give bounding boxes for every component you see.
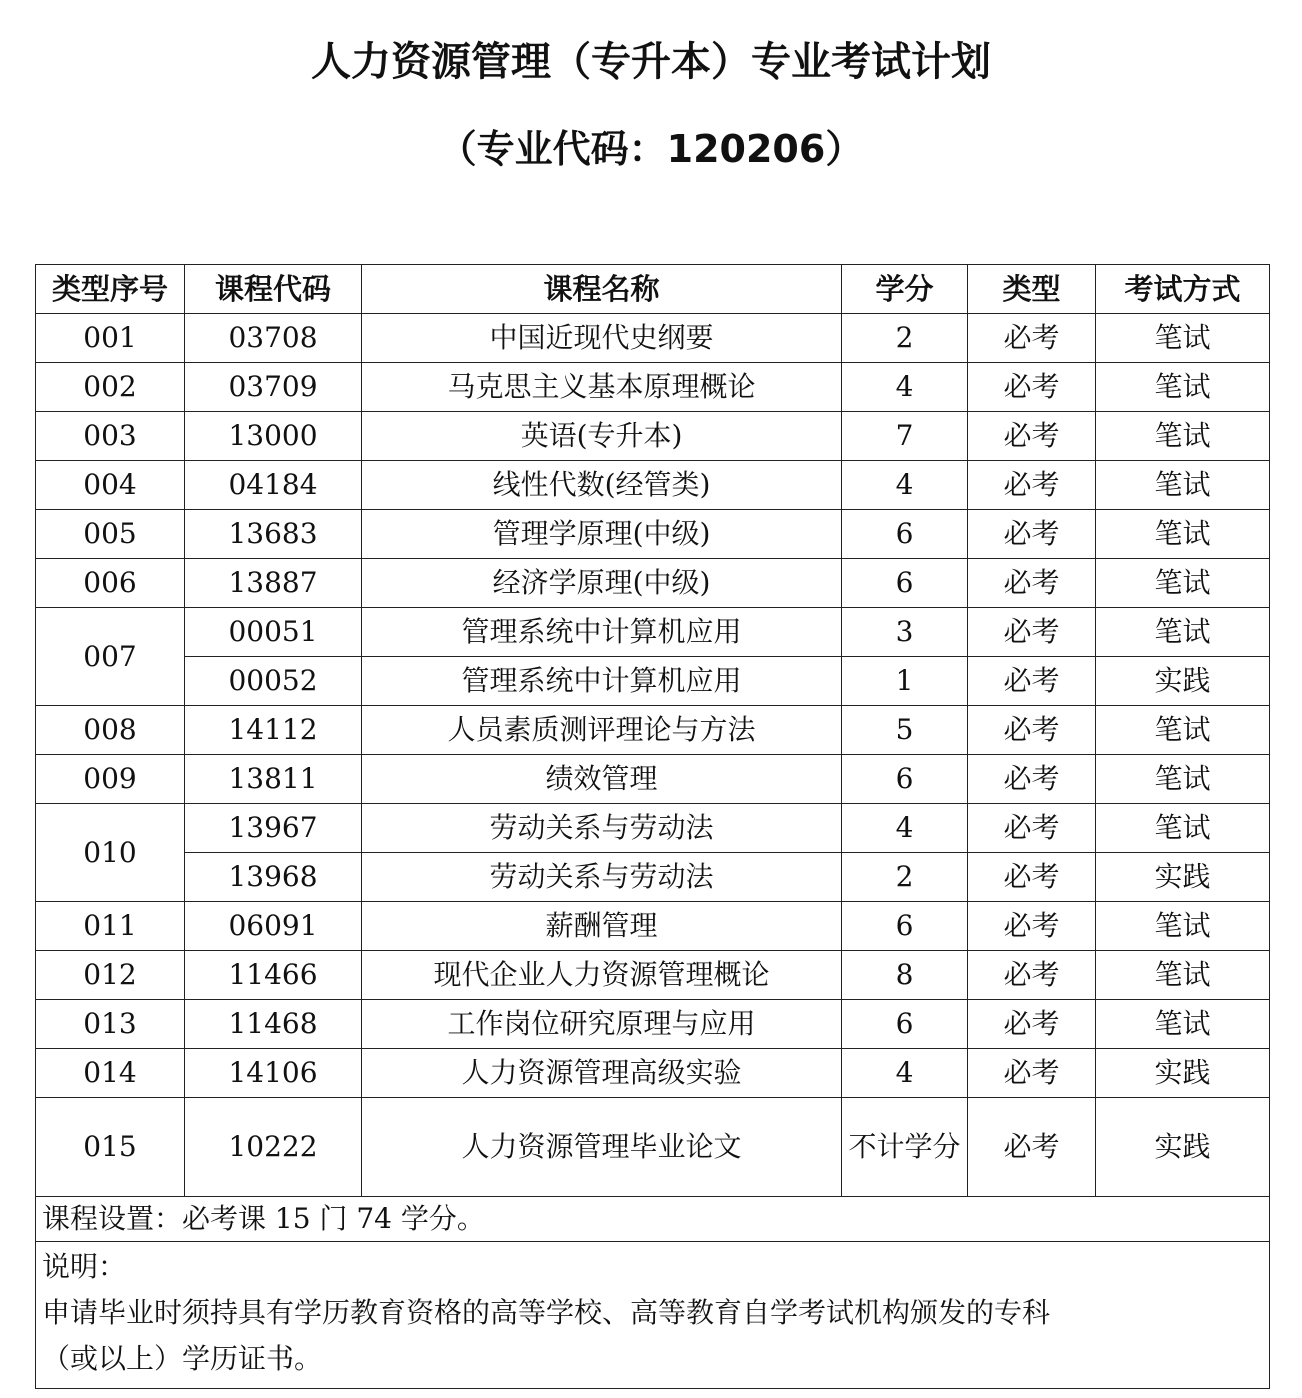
cell-name: 现代企业人力资源管理概论: [362, 951, 842, 1000]
cell-credit: 2: [842, 314, 968, 363]
cell-type: 必考: [968, 1098, 1096, 1197]
header-exam: 考试方式: [1096, 265, 1270, 314]
cell-exam: 笔试: [1096, 1000, 1270, 1049]
cell-name: 管理系统中计算机应用: [362, 608, 842, 657]
cell-code: 00051: [185, 608, 362, 657]
cell-seq: 008: [36, 706, 185, 755]
cell-type: 必考: [968, 1000, 1096, 1049]
cell-type: 必考: [968, 902, 1096, 951]
cell-name: 劳动关系与劳动法: [362, 853, 842, 902]
cell-credit: 6: [842, 510, 968, 559]
cell-exam: 笔试: [1096, 363, 1270, 412]
cell-seq: 003: [36, 412, 185, 461]
header-type: 类型: [968, 265, 1096, 314]
cell-type: 必考: [968, 755, 1096, 804]
cell-seq: 013: [36, 1000, 185, 1049]
cell-exam: 笔试: [1096, 510, 1270, 559]
table-row: [36, 363, 1270, 412]
header-name: 课程名称: [362, 265, 842, 314]
table-row: [36, 853, 1270, 902]
cell-credit: 1: [842, 657, 968, 706]
cell-type: 必考: [968, 461, 1096, 510]
table-row: [36, 657, 1270, 706]
table-row: [36, 902, 1270, 951]
table-header-row: [36, 265, 1270, 314]
cell-name: 英语(专升本): [362, 412, 842, 461]
cell-exam: 实践: [1096, 853, 1270, 902]
cell-seq: 011: [36, 902, 185, 951]
cell-credit: 7: [842, 412, 968, 461]
cell-seq: 005: [36, 510, 185, 559]
cell-code: 06091: [185, 902, 362, 951]
cell-exam: 实践: [1096, 657, 1270, 706]
cell-code: 13683: [185, 510, 362, 559]
table-row: [36, 1000, 1270, 1049]
cell-code: 13967: [185, 804, 362, 853]
cell-exam: 实践: [1096, 1098, 1270, 1197]
cell-exam: 笔试: [1096, 608, 1270, 657]
cell-name: 人员素质测评理论与方法: [362, 706, 842, 755]
cell-name: 经济学原理(中级): [362, 559, 842, 608]
cell-exam: 笔试: [1096, 412, 1270, 461]
cell-type: 必考: [968, 706, 1096, 755]
table-row: [36, 559, 1270, 608]
cell-credit: 4: [842, 1049, 968, 1098]
cell-credit: 3: [842, 608, 968, 657]
cell-credit: 8: [842, 951, 968, 1000]
cell-seq: 010: [36, 804, 185, 902]
cell-type: 必考: [968, 510, 1096, 559]
cell-name: 线性代数(经管类): [362, 461, 842, 510]
cell-exam: 笔试: [1096, 559, 1270, 608]
table-row: [36, 461, 1270, 510]
cell-code: 13968: [185, 853, 362, 902]
cell-credit: 不计学分: [842, 1098, 968, 1197]
cell-credit: 5: [842, 706, 968, 755]
cell-name: 人力资源管理毕业论文: [362, 1098, 842, 1197]
cell-code: 14106: [185, 1049, 362, 1098]
cell-exam: 笔试: [1096, 461, 1270, 510]
table-row: [36, 1049, 1270, 1098]
table-row: [36, 706, 1270, 755]
cell-seq: 007: [36, 608, 185, 706]
page-title: 人力资源管理（专升本）专业考试计划: [311, 39, 991, 85]
cell-code: 04184: [185, 461, 362, 510]
notes-cell: [36, 1242, 1270, 1389]
cell-exam: 笔试: [1096, 706, 1270, 755]
cell-type: 必考: [968, 951, 1096, 1000]
cell-seq: 006: [36, 559, 185, 608]
cell-code: 03709: [185, 363, 362, 412]
header-seq: 类型序号: [36, 265, 185, 314]
table-row: [36, 1098, 1270, 1197]
cell-seq: 004: [36, 461, 185, 510]
course-setting-row: [36, 1197, 1270, 1242]
cell-type: 必考: [968, 314, 1096, 363]
table-row: [36, 314, 1270, 363]
cell-seq: 015: [36, 1098, 185, 1197]
table-row: [36, 412, 1270, 461]
cell-name: 绩效管理: [362, 755, 842, 804]
notes-line-1: 申请毕业时须持具有学历教育资格的高等学校、高等教育自学考试机构颁发的专科: [42, 1296, 1051, 1329]
table-row: [36, 510, 1270, 559]
cell-credit: 4: [842, 461, 968, 510]
table-row: [36, 608, 1270, 657]
cell-credit: 4: [842, 804, 968, 853]
cell-code: 11466: [185, 951, 362, 1000]
cell-type: 必考: [968, 363, 1096, 412]
cell-seq: 002: [36, 363, 185, 412]
cell-credit: 6: [842, 559, 968, 608]
cell-exam: 笔试: [1096, 951, 1270, 1000]
cell-name: 薪酬管理: [362, 902, 842, 951]
cell-type: 必考: [968, 657, 1096, 706]
cell-code: 03708: [185, 314, 362, 363]
page-subtitle: （专业代码：120206）: [438, 127, 864, 171]
cell-code: 13887: [185, 559, 362, 608]
cell-type: 必考: [968, 559, 1096, 608]
cell-type: 必考: [968, 853, 1096, 902]
cell-code: 00052: [185, 657, 362, 706]
cell-name: 工作岗位研究原理与应用: [362, 1000, 842, 1049]
cell-type: 必考: [968, 804, 1096, 853]
cell-name: 人力资源管理高级实验: [362, 1049, 842, 1098]
cell-code: 13000: [185, 412, 362, 461]
cell-exam: 笔试: [1096, 902, 1270, 951]
table-row: [36, 804, 1270, 853]
cell-seq: 012: [36, 951, 185, 1000]
cell-name: 马克思主义基本原理概论: [362, 363, 842, 412]
cell-type: 必考: [968, 412, 1096, 461]
cell-exam: 实践: [1096, 1049, 1270, 1098]
exam-plan-table: [35, 264, 1270, 1389]
cell-seq: 014: [36, 1049, 185, 1098]
cell-credit: 6: [842, 902, 968, 951]
cell-code: 13811: [185, 755, 362, 804]
cell-type: 必考: [968, 1049, 1096, 1098]
header-credit: 学分: [842, 265, 968, 314]
notes-row: [36, 1242, 1270, 1389]
header-code: 课程代码: [185, 265, 362, 314]
course-setting-text: 课程设置：必考课 15 门 74 学分。: [36, 1197, 1270, 1242]
cell-credit: 6: [842, 1000, 968, 1049]
cell-seq: 001: [36, 314, 185, 363]
cell-name: 管理学原理(中级): [362, 510, 842, 559]
cell-type: 必考: [968, 608, 1096, 657]
cell-credit: 4: [842, 363, 968, 412]
cell-code: 10222: [185, 1098, 362, 1197]
table-row: [36, 755, 1270, 804]
notes-label: 说明：: [42, 1250, 127, 1283]
cell-name: 中国近现代史纲要: [362, 314, 842, 363]
cell-code: 11468: [185, 1000, 362, 1049]
cell-credit: 2: [842, 853, 968, 902]
cell-credit: 6: [842, 755, 968, 804]
cell-exam: 笔试: [1096, 755, 1270, 804]
cell-name: 管理系统中计算机应用: [362, 657, 842, 706]
cell-exam: 笔试: [1096, 314, 1270, 363]
notes-line-2: （或以上）学历证书。: [42, 1342, 323, 1375]
cell-code: 14112: [185, 706, 362, 755]
cell-seq: 009: [36, 755, 185, 804]
cell-exam: 笔试: [1096, 804, 1270, 853]
cell-name: 劳动关系与劳动法: [362, 804, 842, 853]
table-row: [36, 951, 1270, 1000]
